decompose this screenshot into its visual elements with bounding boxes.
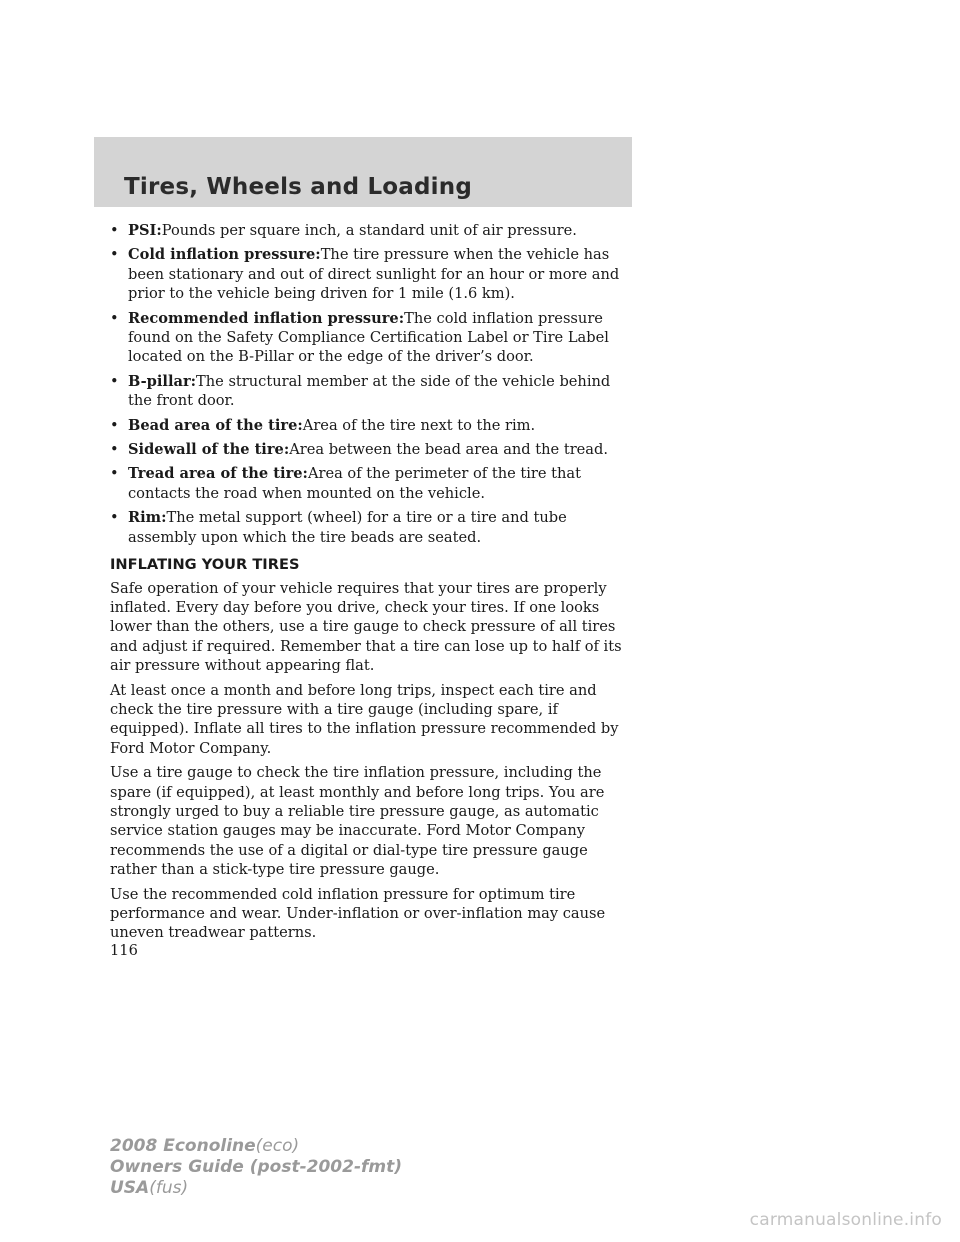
definition-term: PSI:	[128, 222, 162, 239]
document-footer	[110, 1136, 402, 1199]
definition-term: Tread area of the tire:	[128, 465, 308, 483]
definition-text: The tire pressure when the vehicle has been stationary and out of direct sunlight for an hour or more and prior to the vehicle being driven for 1 mile (1.6 km).	[128, 246, 620, 303]
footer-line-model	[110, 1136, 402, 1157]
bullet: •	[110, 416, 119, 434]
definition-term: Recommended inflation pressure:	[128, 309, 405, 327]
definition-item	[110, 372, 638, 411]
paragraph: Use the recommended cold inflation pressure for optimum tire performance and wear. Under-inflation or over-inflation may cause uneven treadwear patterns.	[110, 885, 606, 942]
watermark: carmanualsonline.info	[749, 1210, 942, 1230]
definition-text: Area of the perimeter of the tire that contacts the road when mounted on the vehicle.	[128, 465, 581, 502]
definition-term: B-pillar:	[128, 372, 197, 390]
paragraph: Safe operation of your vehicle requires that your tires are properly inflated. Every day before you drive, check your tires. If one looks lower than the others, use a tire gauge to check pressure of all tires and adjust if required. Remember that a tire can lose up to half of its air pressure without appearing flat.	[110, 579, 622, 675]
definition-item	[110, 309, 638, 367]
bullet: •	[110, 222, 119, 239]
footer-guide: Owners Guide (post-2002-fmt)	[110, 1157, 403, 1177]
section-title: Tires, Wheels and Loading	[124, 174, 473, 200]
definition-text: The metal support (wheel) for a tire or a tire and tube assembly upon which the tire beads are seated.	[128, 509, 567, 546]
definition-term: Rim:	[128, 509, 167, 527]
footer-line-market	[110, 1178, 402, 1199]
definition-text: The cold inflation pressure found on the Safety Compliance Certification Label or Tire Label located on the B-Pillar or the edge of the driver’s door.	[128, 309, 609, 366]
bullet: •	[110, 372, 119, 390]
definition-item	[110, 416, 638, 435]
definition-term: Bead area of the tire:	[128, 416, 303, 434]
bullet: •	[110, 441, 119, 459]
bullet: •	[110, 465, 119, 483]
footer-line-guide	[110, 1157, 402, 1178]
section-heading: INFLATING YOUR TIRES	[110, 556, 300, 574]
page-content	[110, 221, 638, 948]
bullet: •	[110, 309, 119, 327]
definition-term: Sidewall of the tire:	[128, 441, 290, 459]
definition-text: Pounds per square inch, a standard unit of air pressure.	[161, 222, 577, 239]
bullet: •	[110, 246, 119, 264]
footer-model-code: (eco)	[255, 1136, 300, 1156]
definition-item	[110, 508, 638, 547]
definition-item	[110, 245, 638, 303]
paragraph: Use a tire gauge to check the tire inflation pressure, including the spare (if equipped), at least monthly and before long trips. You are strongly urged to buy a reliable tire pressure gauge, as automatic service station gauges may be inaccurate. Ford Motor Company recommends the use of a digital or dial-type tire pressure gauge rather than a stick-type tire pressure gauge.	[110, 764, 605, 879]
definition-item	[110, 440, 638, 459]
paragraph: At least once a month and before long trips, inspect each tire and check the tire pressure with a tire gauge (including spare, if equipped). Inflate all tires to the inflation pressure recommended by Ford Motor Company.	[110, 681, 619, 757]
definition-text: Area between the bead area and the tread.	[289, 441, 608, 459]
footer-market: USA	[110, 1178, 150, 1198]
page-number: 116	[110, 942, 138, 959]
footer-model: 2008 Econoline	[110, 1136, 256, 1156]
definition-term: Cold inflation pressure:	[128, 246, 321, 264]
definition-text: The structural member at the side of the vehicle behind the front door.	[128, 372, 611, 410]
bullet: •	[110, 509, 119, 527]
definition-item	[110, 221, 638, 240]
footer-market-code: (fus)	[149, 1178, 189, 1198]
definition-list	[110, 221, 638, 547]
definition-text: Area of the tire next to the rim.	[302, 416, 536, 434]
definition-item	[110, 464, 638, 503]
